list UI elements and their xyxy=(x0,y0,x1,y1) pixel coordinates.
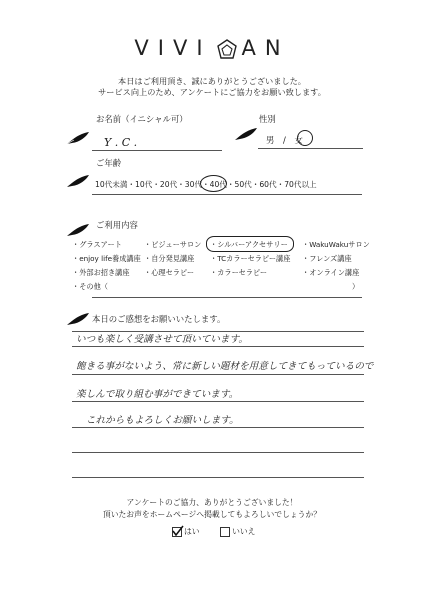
checkmark-icon xyxy=(172,525,184,537)
impression-line xyxy=(72,452,364,453)
impression-label: 本日のご感想をお願いいたします。 xyxy=(92,314,226,324)
name-value[interactable]: Y . C . xyxy=(104,136,138,149)
option-no-label: いいえ xyxy=(232,527,256,536)
logo-text-left: VIVI xyxy=(134,36,212,60)
impression-line xyxy=(72,346,364,347)
usage-option[interactable]: ・外部お招き講座 xyxy=(72,268,130,277)
usage-option[interactable]: ・enjoy life養成講座 xyxy=(72,254,141,263)
impression-text-line-1[interactable]: いつも楽しく受講させて頂いています。 xyxy=(76,334,248,345)
quill-icon xyxy=(66,174,90,188)
logo-text-right: AN xyxy=(241,36,290,60)
age-option[interactable]: 10代 xyxy=(135,180,153,189)
usage-selected-circle xyxy=(206,236,294,252)
gender-underline xyxy=(258,148,363,149)
usage-option[interactable]: ・フレンズ講座 xyxy=(302,254,352,263)
usage-option[interactable]: ・グラスアート xyxy=(72,240,122,249)
name-underline xyxy=(92,150,222,151)
gender-female[interactable]: 女 xyxy=(294,135,303,145)
usage-option[interactable]: ・ビジューサロン xyxy=(144,240,202,249)
age-option-selected[interactable]: 40代 xyxy=(209,180,227,189)
publish-options xyxy=(172,526,255,537)
name-label: お名前（イニシャル可） xyxy=(96,114,188,124)
gender-male[interactable]: 男 xyxy=(266,135,275,145)
impression-line xyxy=(72,401,364,402)
age-selected-circle xyxy=(200,175,227,192)
usage-option[interactable]: ・自分発見講座 xyxy=(144,254,195,263)
age-option[interactable]: 70代以上 xyxy=(284,180,317,189)
gender-label: 性別 xyxy=(259,114,276,124)
age-option[interactable]: 30代 xyxy=(184,180,203,189)
impression-text-line-2[interactable]: 飽きる事がないよう、常に新しい題材を用意してきてもっているので xyxy=(76,361,374,372)
closing-line-2: 頂いたお声をホームページへ掲載してもよろしいでしょうか？ xyxy=(102,510,322,519)
age-label: ご年齢 xyxy=(96,158,122,168)
impression-text-line-4[interactable]: これからもよろしくお願いします。 xyxy=(86,415,239,426)
impression-text-line-3[interactable]: 楽しんで取り組む事ができています。 xyxy=(76,389,239,400)
closing-text xyxy=(0,497,424,521)
usage-option[interactable]: ・TCカラーセラピー講座 xyxy=(210,254,291,263)
closing-line-1: アンケートのご協力、ありがとうございました！ xyxy=(126,498,298,507)
usage-option[interactable]: ・心理セラピー xyxy=(144,268,195,277)
age-option[interactable]: 10代未満 xyxy=(95,180,128,189)
usage-underline xyxy=(92,297,362,298)
intro-line-2: サービス向上のため、アンケートにご協力をお願い致します。 xyxy=(98,87,326,97)
quill-icon xyxy=(66,223,90,237)
quill-icon xyxy=(66,312,90,326)
usage-option[interactable]: ・WakuWakuサロン xyxy=(302,240,370,249)
age-option[interactable]: 60代 xyxy=(259,180,277,189)
impression-line xyxy=(72,427,364,428)
age-option[interactable]: 20代 xyxy=(159,180,178,189)
usage-label: ご利用内容 xyxy=(96,220,138,230)
gender-selected-circle xyxy=(294,130,313,146)
usage-other-close-paren: ） xyxy=(352,282,360,291)
gender-separator: / xyxy=(283,135,286,145)
usage-option[interactable]: ・カラーセラピー xyxy=(210,268,268,277)
option-yes-label: はい xyxy=(184,527,200,536)
impression-line xyxy=(72,374,364,375)
usage-option[interactable]: ・オンライン講座 xyxy=(302,268,360,277)
brand-logo xyxy=(0,36,424,60)
checkbox-no[interactable] xyxy=(220,527,230,537)
age-options: 10代未満・10代・20代・30代・40代・50代・60代・70代以上 xyxy=(95,180,317,189)
impression-line xyxy=(72,477,364,478)
logo-mark-icon xyxy=(216,38,238,60)
intro-text xyxy=(0,76,424,98)
age-underline xyxy=(92,194,362,195)
usage-option-other[interactable]: ・その他（ xyxy=(72,282,108,291)
quill-icon xyxy=(66,131,90,145)
usage-option-selected[interactable]: ・シルバーアクセサリー xyxy=(210,240,288,249)
quill-icon xyxy=(234,127,258,141)
checkbox-yes[interactable] xyxy=(172,527,182,537)
intro-line-1: 本日はご利用頂き、誠にありがとうございました。 xyxy=(118,76,306,86)
age-option[interactable]: 50代 xyxy=(234,180,252,189)
